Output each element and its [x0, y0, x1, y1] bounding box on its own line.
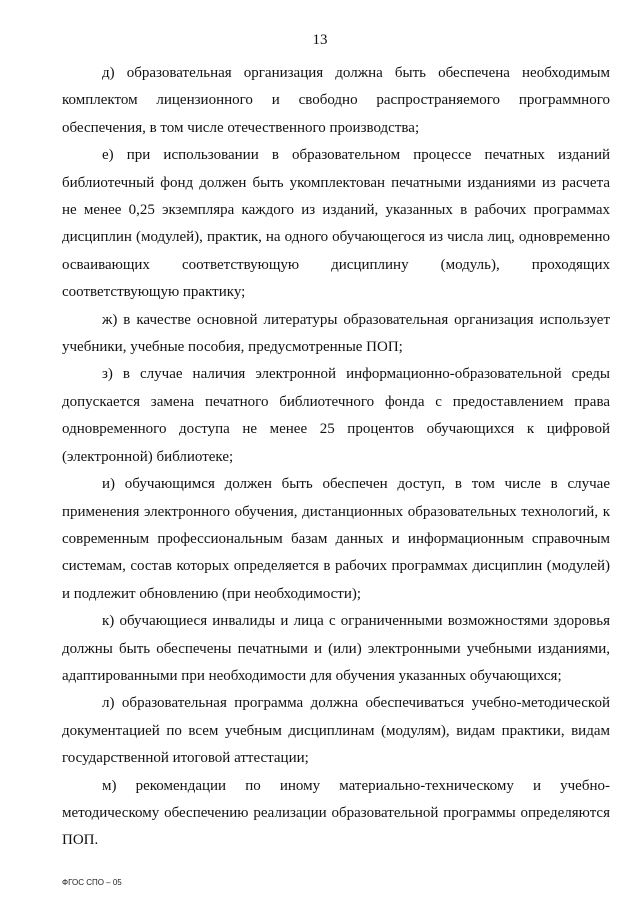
paragraph-e: е) при использовании в образовательном процессе печатных изданий библиотечный фонд должен быть укомплектован печатными изданиями из расчета не менее 0,25 экземпляра каждого из изданий, указанных в рабочих программах дисциплин (модулей), практик, на одного обучающегося из числа лиц, одновременно осваивающих соответствующую дисциплину (модуль), проходящих соответствующую практику;: [62, 147, 610, 301]
paragraph-k: к) обучающиеся инвалиды и лица с ограниченными возможностями здоровья должны быть обеспечены печатными и (или) электронными учебными изданиями, адаптированными при необходимости для обучения указанных обучающихся;: [62, 613, 610, 684]
page-number: 13: [312, 32, 328, 48]
footer-code: ФГОС СПО – 05: [62, 878, 122, 887]
paragraph-z: з) в случае наличия электронной информационно-образовательной среды допускается замена печатного библиотечного фонда с предоставлением права одновременного доступа не менее 25 процентов обучающихся к цифровой (электронной) библиотеке;: [62, 366, 610, 465]
paragraph-d: д) образовательная организация должна быть обеспечена необходимым комплектом лицензионного и свободно распространяемого программного обеспечения, в том числе отечественного производства;: [62, 65, 610, 136]
document-body: [62, 60, 610, 855]
paragraph-i: и) обучающимся должен быть обеспечен доступ, в том числе в случае применения электронного обучения, дистанционных образовательных технологий, к современным профессиональным базам данных и информационным справочным системам, состав которых определяется в рабочих программах дисциплин (модулей) и подлежит обновлению (при необходимости);: [62, 476, 610, 602]
paragraph-l: л) образовательная программа должна обеспечиваться учебно-методической документацией по всем учебным дисциплинам (модулям), видам практики, видам государственной итоговой аттестации;: [62, 695, 610, 767]
paragraph-zh: ж) в качестве основной литературы образовательная организация использует учебники, учебные пособия, предусмотренные ПОП;: [62, 311, 610, 356]
paragraph-m: м) рекомендации по иному материально-техническому и учебно-методическому обеспечению реализации образовательной программы определяются ПОП.: [62, 777, 610, 849]
